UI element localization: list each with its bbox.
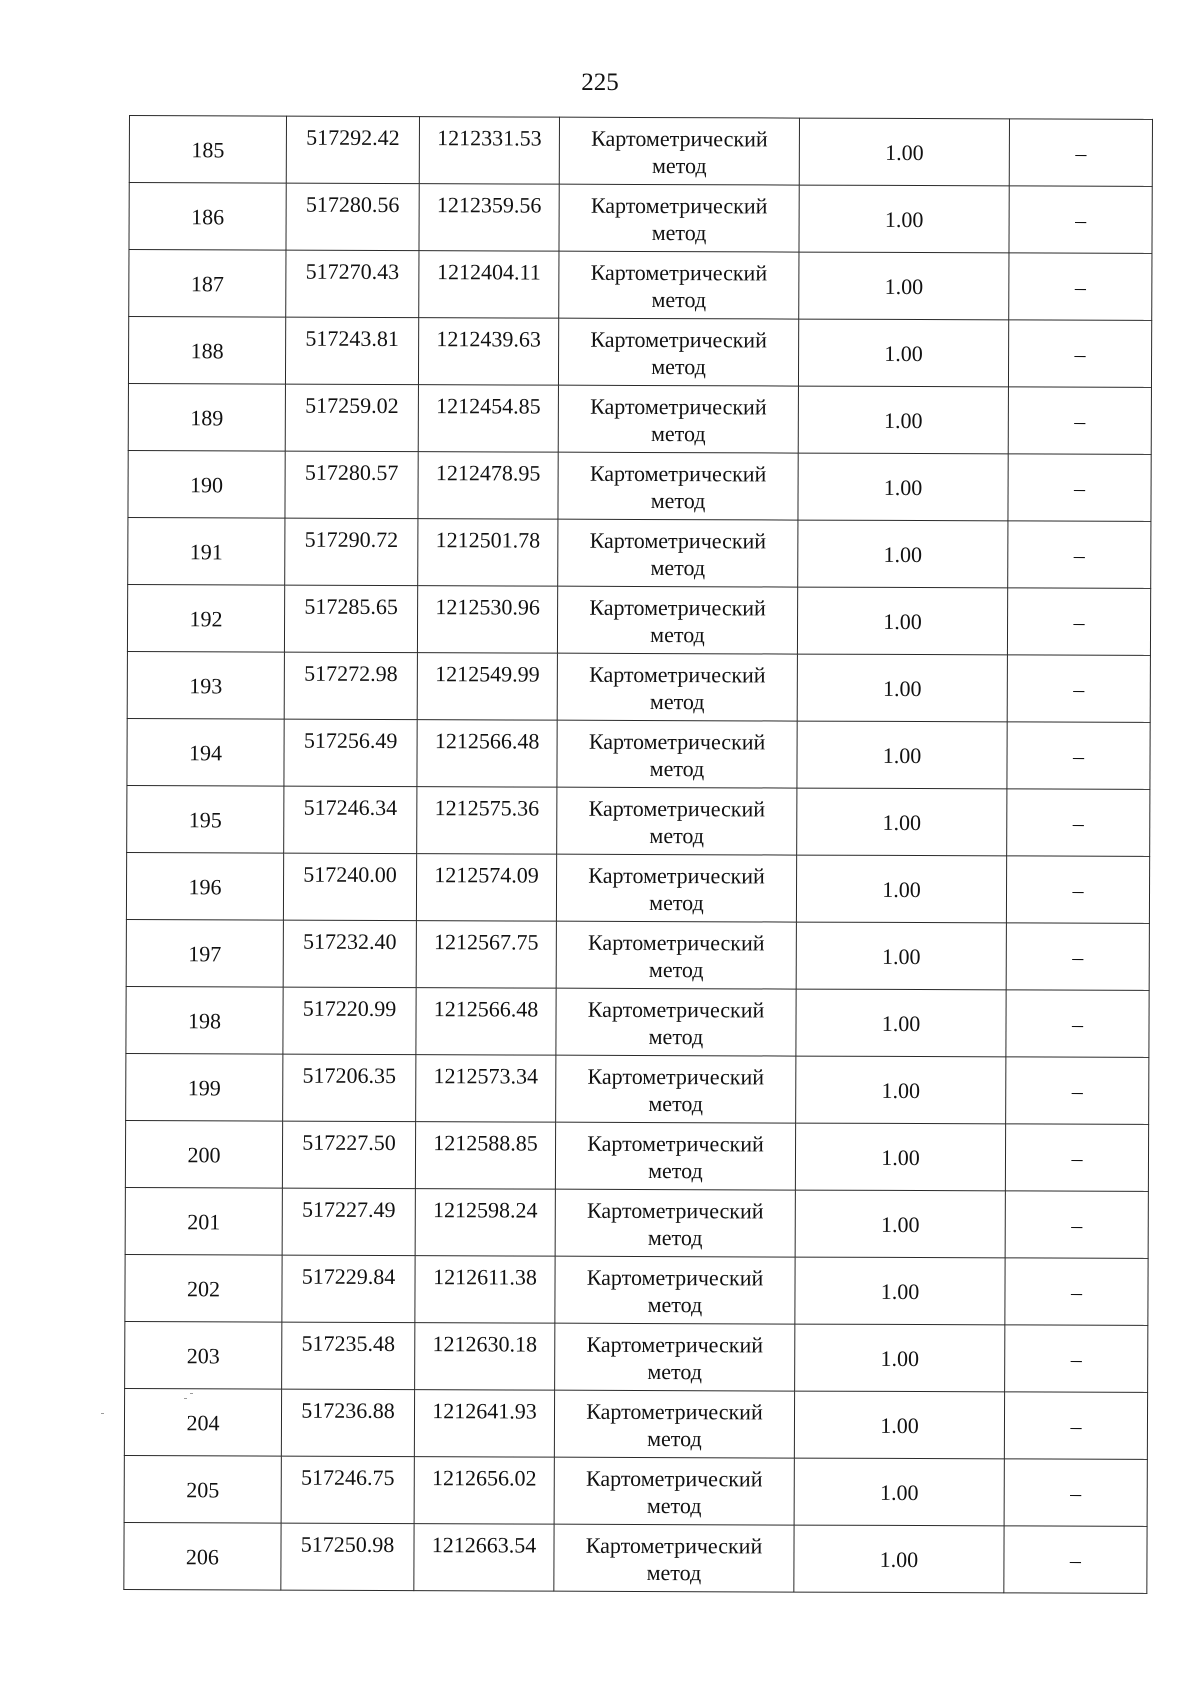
y-coordinate-cell: 1212359.56 (419, 184, 559, 252)
accuracy-cell: 1.00 (795, 1324, 1005, 1392)
table-row (129, 116, 1152, 187)
method-cell (559, 117, 799, 185)
method-line-2: метод (650, 488, 706, 514)
accuracy-cell: 1.00 (797, 788, 1007, 856)
y-coordinate-cell: 1212566.48 (417, 720, 557, 788)
x-coordinate-cell: 517285.65 (284, 585, 417, 653)
accuracy-cell: 1.00 (796, 922, 1006, 990)
method-line-1: Картометрический (590, 192, 768, 219)
y-coordinate-cell: 1212530.96 (417, 586, 557, 654)
note-cell: – (1007, 588, 1150, 656)
note-cell: – (1009, 253, 1152, 321)
point-number-cell: 186 (129, 183, 286, 251)
table-row (129, 250, 1152, 321)
table-row (129, 183, 1152, 254)
method-line-1: Картометрический (589, 460, 767, 487)
table-row (125, 1187, 1148, 1258)
x-coordinate-cell: 517280.56 (286, 183, 419, 251)
method-line-2: метод (649, 890, 704, 916)
table-row (127, 718, 1150, 789)
x-coordinate-cell: 517270.43 (286, 250, 419, 318)
scan-speck (190, 1393, 193, 1394)
x-coordinate-cell: 517256.49 (284, 719, 417, 787)
method-line-2: метод (651, 354, 706, 380)
scan-speck (184, 1398, 187, 1399)
method-line-2: метод (651, 153, 707, 179)
method-line-1: Картометрический (586, 1197, 764, 1224)
method-line-2: метод (649, 823, 705, 849)
note-cell: – (1007, 722, 1150, 790)
method-line-2: метод (647, 1225, 703, 1251)
table-row (125, 1120, 1148, 1191)
accuracy-cell: 1.00 (795, 1123, 1005, 1191)
point-number-cell: 201 (125, 1187, 282, 1255)
method-line-1: Картометрический (590, 326, 767, 353)
method-line-1: Картометрический (591, 125, 768, 152)
method-line-1: Картометрический (588, 862, 765, 889)
method-line-2: метод (648, 1024, 704, 1050)
x-coordinate-cell: 517290.72 (285, 518, 418, 586)
method-line-1: Картометрический (590, 393, 767, 420)
point-number-cell: 205 (124, 1455, 281, 1523)
table-row (128, 450, 1151, 521)
y-coordinate-cell: 1212567.75 (416, 921, 556, 989)
accuracy-cell: 1.00 (796, 855, 1006, 923)
note-cell: – (1009, 186, 1152, 254)
table-row (126, 919, 1149, 990)
x-coordinate-cell: 517220.99 (283, 987, 416, 1055)
method-line-2: метод (651, 220, 707, 246)
method-line-2: метод (650, 555, 706, 581)
method-line-2: метод (648, 1158, 703, 1184)
method-cell (558, 452, 798, 520)
note-cell: – (1006, 990, 1149, 1058)
y-coordinate-cell: 1212404.11 (419, 251, 559, 319)
y-coordinate-cell: 1212439.63 (418, 318, 558, 386)
method-cell (557, 720, 797, 788)
y-coordinate-cell: 1212611.38 (415, 1256, 555, 1324)
table-row (124, 1388, 1147, 1459)
accuracy-cell: 1.00 (794, 1391, 1004, 1459)
method-line-1: Картометрический (588, 728, 766, 755)
note-cell: – (1007, 789, 1150, 857)
method-line-1: Картометрический (586, 1398, 763, 1425)
y-coordinate-cell: 1212656.02 (414, 1457, 554, 1525)
point-number-cell: 194 (127, 718, 284, 786)
accuracy-cell: 1.00 (799, 118, 1009, 186)
table-row (124, 1522, 1147, 1593)
point-number-cell: 206 (124, 1522, 281, 1590)
point-number-cell: 199 (126, 1053, 283, 1121)
y-coordinate-cell: 1212566.48 (416, 988, 556, 1056)
coordinates-table (123, 115, 1153, 1594)
page-number: 225 (581, 69, 619, 96)
method-line-2: метод (651, 287, 707, 313)
method-line-2: метод (650, 622, 705, 648)
y-coordinate-cell: 1212641.93 (414, 1390, 554, 1458)
note-cell: – (1008, 320, 1151, 388)
y-coordinate-cell: 1212331.53 (419, 117, 559, 185)
point-number-cell: 192 (127, 584, 284, 652)
method-cell (558, 519, 798, 587)
method-cell (555, 1122, 795, 1190)
method-line-1: Картометрический (587, 1130, 764, 1157)
table-row (125, 1254, 1148, 1325)
note-cell: – (1004, 1459, 1147, 1527)
method-cell (554, 1457, 794, 1525)
table-row (127, 785, 1150, 856)
point-number-cell: 195 (127, 785, 284, 853)
accuracy-cell: 1.00 (794, 1525, 1004, 1593)
y-coordinate-cell: 1212573.34 (416, 1055, 556, 1123)
accuracy-cell: 1.00 (798, 520, 1008, 588)
method-line-2: метод (646, 1492, 702, 1519)
accuracy-cell: 1.00 (796, 989, 1006, 1057)
point-number-cell: 196 (126, 852, 283, 920)
x-coordinate-cell: 517272.98 (284, 652, 417, 720)
x-coordinate-cell: 517250.98 (281, 1523, 414, 1591)
point-number-cell: 190 (128, 450, 285, 518)
y-coordinate-cell: 1212574.09 (416, 854, 556, 922)
x-coordinate-cell: 517227.50 (282, 1121, 415, 1189)
accuracy-cell: 1.00 (795, 1257, 1005, 1325)
accuracy-cell: 1.00 (795, 1190, 1005, 1258)
x-coordinate-cell: 517235.48 (282, 1322, 415, 1390)
point-number-cell: 203 (125, 1321, 282, 1389)
method-line-1: Картометрический (587, 996, 765, 1023)
y-coordinate-cell: 1212549.99 (417, 653, 557, 721)
point-number-cell: 193 (127, 651, 284, 719)
point-number-cell: 187 (129, 250, 286, 318)
method-line-1: Картометрический (589, 661, 766, 688)
method-cell (556, 1055, 796, 1123)
x-coordinate-cell: 517240.00 (283, 853, 416, 921)
point-number-cell: 191 (128, 517, 285, 585)
x-coordinate-cell: 517206.35 (283, 1054, 416, 1122)
method-cell (557, 586, 797, 654)
point-number-cell: 185 (129, 116, 286, 184)
accuracy-cell: 1.00 (797, 721, 1007, 789)
note-cell: – (1008, 521, 1151, 589)
method-cell (557, 653, 797, 721)
y-coordinate-cell: 1212575.36 (417, 787, 557, 855)
note-cell: – (1008, 387, 1151, 455)
table-row (127, 584, 1150, 655)
y-coordinate-cell: 1212478.95 (418, 452, 558, 520)
method-cell (556, 988, 796, 1056)
x-coordinate-cell: 517243.81 (285, 317, 418, 385)
note-cell: – (1006, 1057, 1149, 1125)
method-cell (555, 1323, 795, 1391)
x-coordinate-cell: 517246.34 (284, 786, 417, 854)
table-row (124, 1455, 1147, 1526)
method-line-1: Картометрический (585, 1532, 763, 1559)
note-cell: – (1005, 1124, 1148, 1192)
x-coordinate-cell: 517232.40 (283, 920, 416, 988)
note-cell: – (1005, 1258, 1148, 1326)
y-coordinate-cell: 1212454.85 (418, 385, 558, 453)
method-line-2: метод (647, 1292, 703, 1318)
x-coordinate-cell: 517259.02 (285, 384, 418, 452)
y-coordinate-cell: 1212501.78 (418, 519, 558, 587)
y-coordinate-cell: 1212630.18 (415, 1323, 555, 1391)
table-row (128, 317, 1151, 388)
method-cell (556, 854, 796, 922)
method-cell (558, 318, 798, 386)
table-row (128, 383, 1151, 454)
table-row (125, 1321, 1148, 1392)
note-cell: – (1006, 856, 1149, 924)
method-line-2: метод (648, 957, 704, 983)
note-cell: – (1005, 1191, 1148, 1259)
table-row (126, 1053, 1149, 1124)
method-cell (558, 385, 798, 453)
note-cell: – (1009, 119, 1152, 187)
accuracy-cell: 1.00 (794, 1458, 1004, 1526)
method-line-1: Картометрический (590, 259, 768, 286)
accuracy-cell: 1.00 (796, 1056, 1006, 1124)
method-line-2: метод (647, 1425, 702, 1452)
accuracy-cell: 1.00 (799, 185, 1009, 253)
method-cell (559, 251, 799, 319)
method-line-1: Картометрический (588, 929, 765, 956)
method-line-1: Картометрический (589, 594, 766, 621)
note-cell: – (1008, 454, 1151, 522)
accuracy-cell: 1.00 (797, 587, 1007, 655)
note-cell: – (1005, 1325, 1148, 1393)
table-row (127, 651, 1150, 722)
x-coordinate-cell: 517236.88 (281, 1389, 414, 1457)
method-line-2: метод (646, 1559, 702, 1586)
accuracy-cell: 1.00 (798, 319, 1008, 387)
method-line-1: Картометрический (587, 1063, 765, 1090)
point-number-cell: 189 (128, 383, 285, 451)
table-row (126, 986, 1149, 1057)
x-coordinate-cell: 517229.84 (282, 1255, 415, 1323)
method-cell (554, 1390, 794, 1458)
table-row (126, 852, 1149, 923)
method-cell (556, 921, 796, 989)
method-cell (555, 1189, 795, 1257)
point-number-cell: 198 (126, 986, 283, 1054)
accuracy-cell: 1.00 (799, 252, 1009, 320)
note-cell: – (1004, 1392, 1147, 1460)
method-line-1: Картометрический (588, 795, 766, 822)
note-cell: – (1007, 655, 1150, 723)
x-coordinate-cell: 517246.75 (281, 1456, 414, 1524)
y-coordinate-cell: 1212598.24 (415, 1189, 555, 1257)
coordinates-table-body (124, 116, 1153, 1594)
accuracy-cell: 1.00 (798, 453, 1008, 521)
point-number-cell: 197 (126, 919, 283, 987)
x-coordinate-cell: 517280.57 (285, 451, 418, 519)
method-line-2: метод (648, 1091, 704, 1117)
method-line-1: Картометрический (586, 1264, 764, 1291)
point-number-cell: 204 (124, 1388, 281, 1456)
method-line-2: метод (650, 421, 706, 447)
method-line-2: метод (647, 1358, 703, 1385)
accuracy-cell: 1.00 (797, 654, 1007, 722)
x-coordinate-cell: 517227.49 (282, 1188, 415, 1256)
scan-speck (101, 1413, 104, 1414)
method-line-1: Картометрический (585, 1465, 763, 1492)
y-coordinate-cell: 1212588.85 (415, 1122, 555, 1190)
point-number-cell: 202 (125, 1254, 282, 1322)
method-cell (559, 184, 799, 252)
note-cell: – (1004, 1526, 1147, 1594)
point-number-cell: 188 (128, 317, 285, 385)
method-line-2: метод (649, 756, 705, 782)
method-line-1: Картометрический (586, 1331, 764, 1358)
method-cell (555, 1256, 795, 1324)
point-number-cell: 200 (125, 1120, 282, 1188)
y-coordinate-cell: 1212663.54 (414, 1524, 554, 1592)
method-cell (557, 787, 797, 855)
x-coordinate-cell: 517292.42 (286, 116, 419, 184)
method-line-2: метод (649, 689, 705, 715)
note-cell: – (1006, 923, 1149, 991)
accuracy-cell: 1.00 (798, 386, 1008, 454)
method-cell (554, 1524, 794, 1592)
method-line-1: Картометрический (589, 527, 767, 554)
table-row (128, 517, 1151, 588)
